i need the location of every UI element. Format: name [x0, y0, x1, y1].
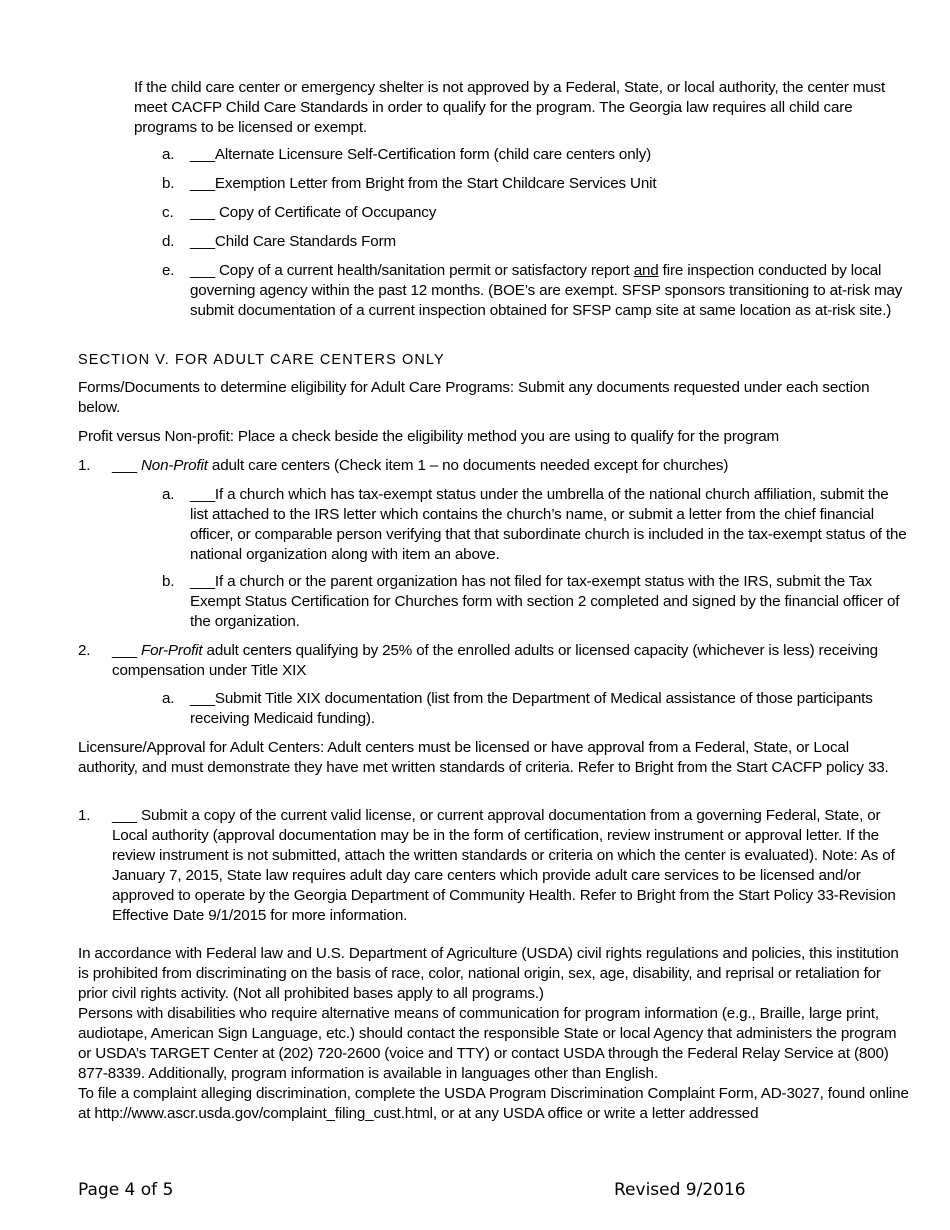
list-item-e [162, 261, 910, 321]
forms-intro: Forms/Documents to determine eligibility for Adult Care Programs: Submit any documents requested under each section below. [78, 379, 870, 416]
forprofit-item [78, 641, 910, 681]
licensure-item [78, 806, 910, 926]
list-marker: c. [162, 204, 174, 221]
list-item-text: Copy of Certificate of Occupancy [218, 204, 437, 221]
list-marker: e. [162, 262, 175, 279]
underlined-word: and [633, 262, 659, 279]
check-blank[interactable]: ___ [190, 146, 215, 163]
list-marker: b. [162, 175, 175, 192]
check-blank[interactable]: ___ [190, 262, 219, 279]
check-blank[interactable]: ___ [190, 175, 215, 192]
list-marker: a. [162, 146, 175, 163]
list-item-text: Child Care Standards Form [214, 233, 396, 250]
list-item-text: If a church or the parent organization has not filed for tax-exempt status with the IRS, submit the Tax Exempt Status Certification for Churches form with section 2 completed and signed by the financial officer of the organization. [190, 573, 900, 630]
check-blank[interactable]: ___ [112, 807, 141, 824]
revision-date: Revised 9/2016 [614, 1180, 746, 1200]
civil-rights-paragraph: To file a complaint alleging discrimination, complete the USDA Program Discrimination Complaint Form, AD-3027, found online at http://www.ascr.usda.gov/complaint_filing_cust.html, or at any USDA office or write a letter addressed [78, 1085, 909, 1122]
list-marker: 2. [78, 642, 91, 659]
list-item-b [162, 174, 910, 194]
nonprofit-subitem-b [162, 572, 910, 632]
check-blank[interactable]: ___ [190, 486, 215, 503]
list-item-text: Submit Title XIX documentation (list from the Department of Medical assistance of those participants receiving Medicaid funding). [190, 690, 873, 727]
list-item-text: adult care centers (Check item 1 – no documents needed except for churches) [207, 457, 729, 474]
forprofit-label: For-Profit [140, 642, 203, 659]
check-blank[interactable]: ___ [112, 642, 141, 659]
list-item-text: Copy of a current health/sanitation permit or satisfactory report [218, 262, 634, 279]
list-item-text: If a church which has tax-exempt status under the umbrella of the national church affiliation, submit the list attached to the IRS letter which contains the church’s name, or submit a letter from the chief financial officer, or comparable person verifying that that subordinate church is included in the tax-exempt status of the national organization along with item an above. [190, 486, 907, 563]
list-marker: a. [162, 690, 175, 707]
page-number: Page 4 of 5 [78, 1180, 174, 1200]
check-blank[interactable]: ___ [190, 573, 215, 590]
forprofit-subitem-a [162, 689, 910, 729]
list-marker: a. [162, 486, 175, 503]
intro-paragraph: If the child care center or emergency shelter is not approved by a Federal, State, or local authority, the center must meet CACFP Child Care Standards in order to qualify for the program. The Georgia law requires all child care programs to be licensed or exempt. [134, 79, 886, 136]
nonprofit-label: Non-Profit [140, 457, 208, 474]
profit-intro: Profit versus Non-profit: Place a check beside the eligibility method you are using to qualify for the program [78, 428, 780, 445]
nonprofit-subitem-a [162, 485, 910, 565]
licensure-intro: Licensure/Approval for Adult Centers: Adult centers must be licensed or have approval from a Federal, State, or Local authority, and must demonstrate they have met written standards of criteria. Refer to Bright from the Start CACFP policy 33. [78, 739, 889, 776]
list-item-text: Alternate Licensure Self-Certification form (child care centers only) [214, 146, 652, 163]
list-item-d [162, 232, 910, 252]
check-blank[interactable]: ___ [190, 204, 219, 221]
list-item-text: Submit a copy of the current valid license, or current approval documentation from a governing Federal, State, or Local authority (approval documentation may be in the form of certification, review instrument or approval letter. If the review instrument is not submitted, attach the written standards or criteria on which the center is evaluated). Note: As of January 7, 2015, State law requires adult day care centers which provide adult care services to be licensed and/or approved to operate by the Georgia Department of Community Health. Refer to Bright from the Start Policy 33-Revision Effective Date 9/1/2015 for more information. [112, 807, 896, 924]
list-item-c [162, 203, 910, 223]
list-marker: b. [162, 573, 175, 590]
list-marker: d. [162, 233, 175, 250]
section-heading: SECTION V. FOR ADULT CARE CENTERS ONLY [78, 352, 445, 368]
list-item-text: fire inspection conducted by local governing agency within the past 12 months. (BOE’s are exempt. SFSP sponsors transitioning to at-risk may submit documentation of a current inspection obtained for SFSP camp site at same location as at-risk site.) [190, 262, 903, 319]
check-blank[interactable]: ___ [190, 233, 215, 250]
check-blank[interactable]: ___ [112, 457, 141, 474]
civil-rights-paragraph: In accordance with Federal law and U.S. Department of Agriculture (USDA) civil rights regulations and policies, this institution is prohibited from discriminating on the basis of race, color, national origin, sex, age, disability, and reprisal or retaliation for prior civil rights activity. (Not all prohibited bases apply to all programs.) [78, 945, 899, 1002]
list-item-a [162, 145, 910, 165]
civil-rights-statement [78, 944, 910, 1124]
list-marker: 1. [78, 807, 91, 824]
list-item-text: adult centers qualifying by 25% of the enrolled adults or licensed capacity (whichever is less) receiving compensation under Title XIX [112, 642, 878, 679]
nonprofit-item [78, 456, 910, 476]
civil-rights-paragraph: Persons with disabilities who require alternative means of communication for program information (e.g., Braille, large print, audiotape, American Sign Language, etc.) should contact the responsible State or local Agency that administers the program or USDA’s TARGET Center at (202) 720-2600 (voice and TTY) or contact USDA through the Federal Relay Service at (800) 877-8339. Additionally, program information is available in languages other than English. [78, 1005, 897, 1082]
list-marker: 1. [78, 457, 91, 474]
list-item-text: Exemption Letter from Bright from the Start Childcare Services Unit [214, 175, 657, 192]
check-blank[interactable]: ___ [190, 690, 215, 707]
